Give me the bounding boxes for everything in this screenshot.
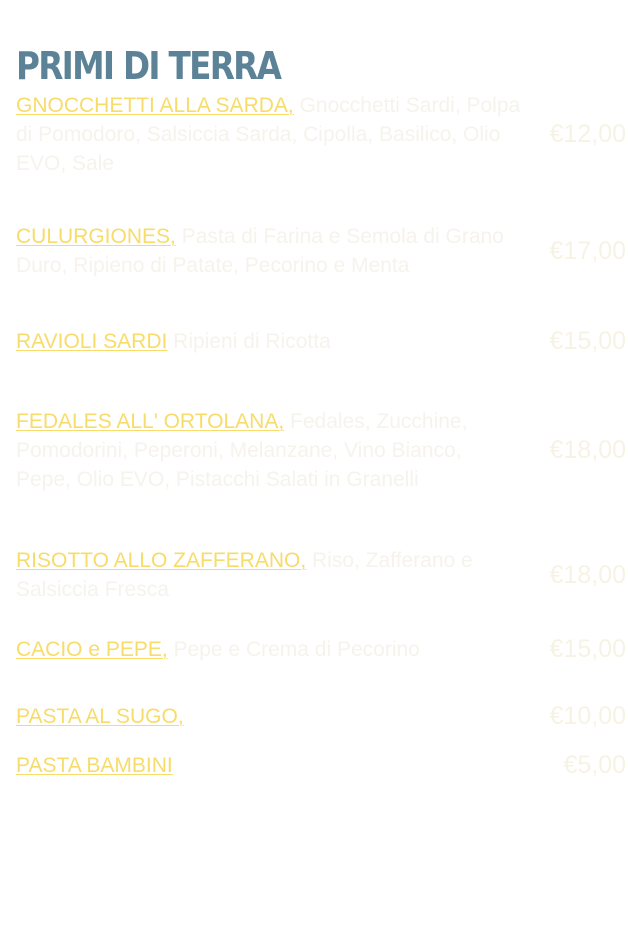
menu-item-ravioli (16, 326, 626, 356)
menu-item-description: Riso, Zafferano e Salsiccia Fresca (16, 549, 473, 601)
menu-item-description: Gnocchetti Sardi, Polpa di Pomodoro, Salsiccia Sarda, Cipolla, Basilico, Olio EVO, Sale (16, 93, 521, 175)
menu-item-text (16, 327, 521, 356)
menu-item-gnocchetti (16, 90, 626, 178)
menu-item-price: €18,00 (549, 436, 626, 464)
menu-item-text (16, 91, 521, 178)
menu-item-description: Fedales, Zucchine, Pomodorini, Peperoni, Melanzane, Vino Bianco, Pepe, Olio EVO, Pistacchi Salati in Granelli (16, 410, 468, 491)
menu-item-description: Pasta di Farina e Semola di Grano Duro, Ripieno di Patate, Pecorino e Menta (16, 225, 504, 277)
menu-item-description: Pepe e Crema di Pecorino (167, 637, 420, 661)
menu-item-name: FEDALES ALL' ORTOLANA, (16, 410, 285, 433)
menu-item-price: €10,00 (549, 701, 626, 730)
menu-item-description: Ripieni di Ricotta (167, 329, 331, 353)
menu-item-pasta-bambini (16, 750, 626, 780)
menu-item-text (16, 407, 521, 494)
menu-item-price: €15,00 (549, 326, 626, 355)
menu-item-price: €17,00 (549, 236, 626, 265)
menu-item-text (16, 635, 521, 664)
menu-item-name: CULURGIONES, (16, 225, 176, 248)
menu-item-price: €18,00 (549, 560, 626, 589)
menu-item-fedales (16, 392, 626, 509)
menu-item-text (16, 222, 521, 280)
menu-item-text (16, 702, 521, 731)
section-title: PRIMI DI TERRA (16, 44, 281, 88)
menu-item-name: CACIO e PEPE, (16, 637, 168, 661)
menu-item-culurgiones (16, 207, 626, 295)
menu-item-text (16, 546, 521, 604)
menu-item-pasta-al-sugo (16, 701, 626, 731)
menu-item-name: PASTA BAMBINI (16, 753, 173, 777)
menu-item-name: RAVIOLI SARDI (16, 329, 168, 353)
menu-item-risotto (16, 545, 626, 605)
menu-item-name: PASTA AL SUGO, (16, 704, 184, 728)
menu-item-price: €5,00 (563, 750, 626, 779)
menu-item-cacio-e-pepe (16, 634, 626, 664)
menu-item-price: €15,00 (549, 634, 626, 663)
menu-item-name: GNOCCHETTI ALLA SARDA, (16, 93, 294, 117)
menu-item-text (16, 751, 521, 780)
menu-item-name: RISOTTO ALLO ZAFFERANO, (16, 549, 307, 572)
menu-item-price: €12,00 (549, 119, 626, 148)
